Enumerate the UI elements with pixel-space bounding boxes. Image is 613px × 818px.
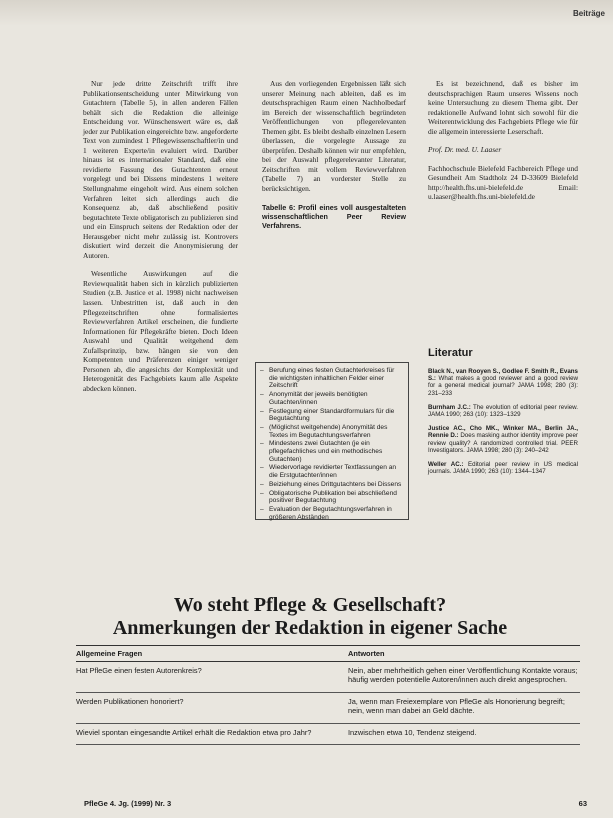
literature-heading: Literatur bbox=[428, 347, 473, 359]
question-cell: Hat PflеGe einen festen Autorenkreis? bbox=[76, 661, 348, 692]
list-item: – Obligatorische Publikation bei abschließend positiver Begutachtung bbox=[260, 490, 404, 505]
feature-title bbox=[60, 594, 560, 640]
question-cell: Werden Publikationen honoriert? bbox=[76, 692, 348, 723]
feature-title-line-1: Wo steht Pflege & Gesellschaft? bbox=[173, 594, 447, 616]
profile-list bbox=[260, 367, 404, 521]
table-row bbox=[76, 692, 580, 723]
author-address: Fachhochschule Bielefeld Fachbereich Pflege und Gesundheit Am Stadtholz 24 D-33609 Bielefeld http://health.fhs.uni-bielefeld.de Email: u.laaser@health.fhs.uni-bielefeld.de bbox=[428, 163, 578, 202]
reference-text: What makes a good reviewer and a good review for a general medical journal? JAMA 1998; 280 (3): 231–233 bbox=[428, 375, 578, 397]
paragraph: Nur jede dritte Zeitschrift trifft ihre Publikationsentscheidung unter Mitwirkung von Gutachtern (Tabelle 5), in allen anderen Fällen behält sich die Redaktion die alleinige Entscheidung vor. Wünschenswert wäre es, daß jeder zur Publikation eingereichte bzw. angeforderte Text von zumindest 1 Pflegewissenschaftler/in und 1 weiteren Experte/in evaluiert wird. Darüber hinaus ist es internationaler Standard, daß eine revidierte Fassung des Gutachtenten erneut vorgelegt und bei Dissens mindestens 1 weitere Stellungnahme eingeholt wird. Aus einem solchen Verfahren leitet sich allerdings auch die Konsequenz ab, daß abschließend positiv begutachtete Texte obligatorisch zu publizieren sind und ein Einspruch seitens der Redaktion oder der Herausgeber nicht mehr zulässig ist. Kontrovers diskutiert wird derzeit die Anonymisierung der Autoren. bbox=[83, 79, 238, 260]
list-item: – Anonymität der jeweils benötigten Gutachten/innen bbox=[260, 391, 404, 406]
question-cell: Wieviel spontan eingesandte Artikel erhält die Redaktion etwa pro Jahr? bbox=[76, 723, 348, 745]
reference-list bbox=[428, 368, 578, 482]
column-header-answers: Antworten bbox=[348, 646, 580, 662]
reference-authors: Weller AC.: bbox=[428, 461, 464, 469]
page-number: 63 bbox=[578, 799, 587, 808]
reference-authors: Justice AC., Cho MK., Winker MA., Berlin JA., Rennie D.: bbox=[428, 425, 578, 440]
list-item: – Beiziehung eines Drittgutachtens bei Dissens bbox=[260, 481, 404, 489]
reference-authors: Burnham J.C.: bbox=[428, 403, 471, 411]
text-column-3 bbox=[428, 79, 578, 211]
reference-authors: Black N., van Rooyen S., Godlee F. Smith R., Evans S.: bbox=[428, 368, 578, 383]
reference-text: Does masking author identity improve peer review quality? A randomized controlled trial. PEER Investigators. JAMA 1998; 280 (3): 240–242 bbox=[428, 432, 578, 454]
reference-item bbox=[428, 404, 578, 418]
paragraph: Aus den vorliegenden Ergebnissen läßt sich unserer Meinung nach ableiten, daß es im deutschsprachigen Raum einen Nachholbedarf im Bereich der wissenschaftlich begründeten Veröffentlichungen von pflegerelevanten Themen gibt. Es bleibt deshalb einzelnen Lesern überlassen, die vorgelegte Aussage zu überprüfen. Deshalb können wir nur empfehlen, bei der Auswahl pflegerelevanter Literatur, Zeitschriften mit vollem Reviewverfahren (Tabelle 7) an vorderster Stelle zu berücksichtigen. bbox=[262, 79, 406, 194]
header-band bbox=[0, 0, 613, 26]
paragraph: Es ist bezeichnend, daß es bisher im deutschsprachigen Raum unseres Wissens noch keine Untersuchung zu diesem Thema gibt. Der redaktionelle Aufwand lohnt sich sowohl für die Weiterentwicklung des Fachgebiets Pflege wie für die allgemein interessierte Leserschaft. bbox=[428, 79, 578, 136]
list-item: – Berufung eines festen Gutachterkreises für die wichtigsten inhaltlichen Felder einer Zeitschrift bbox=[260, 367, 404, 390]
reference-item bbox=[428, 425, 578, 454]
list-item: – Evaluation der Begutachtungsverfahren in größeren Abständen bbox=[260, 506, 404, 521]
qa-header-row bbox=[76, 646, 580, 662]
peer-review-profile-box bbox=[255, 362, 409, 520]
table-caption: Tabelle 6: Profil eines voll ausgestalteten wissenschaftlichen Peer Review Verfahrens. bbox=[262, 202, 406, 230]
author-name: Prof. Dr. med. U. Laaser bbox=[428, 145, 502, 155]
feature-title-line-2: Anmerkungen der Redaktion in eigener Sache bbox=[112, 617, 508, 639]
list-item: – Festlegung einer Standardformulars für die Begutachtung bbox=[260, 408, 404, 423]
table-row bbox=[76, 661, 580, 692]
reference-text: Editorial peer review in US medical journals. JAMA 1990; 263 (10): 1344–1347 bbox=[428, 461, 578, 476]
table-row bbox=[76, 723, 580, 745]
qa-table bbox=[76, 645, 580, 745]
section-label: Beiträge bbox=[572, 9, 605, 18]
list-item: – Mindestens zwei Gutachten (je ein pflegefachliches und ein methodisches Gutachten) bbox=[260, 440, 404, 463]
answer-cell: Ja, wenn man Freiexemplare von PflеGe als Honorierung begreift; nein, wenn man dabei an Geld dächte. bbox=[348, 692, 580, 723]
list-item: – (Möglichst weitgehende) Anonymität des Textes im Begutachtungsverfahren bbox=[260, 424, 404, 439]
reference-item bbox=[428, 461, 578, 475]
text-column-1 bbox=[83, 79, 238, 403]
answer-cell: Inzwischen etwa 10, Tendenz steigend. bbox=[348, 723, 580, 745]
list-item: – Wiedervorlage revidierter Textfassungen an die Erstgutachter/innen bbox=[260, 464, 404, 479]
paragraph: Wesentliche Auswirkungen auf die Reviewqualität haben sich in kürzlich publizierten Studien (z.B. Justice et al. 1998) nicht nachweisen lassen. Unbestritten ist, daß auch in den Pflegezeitschriften ohne formalisiertes Reviewverfahren Artikel erscheinen, die fundierte Informationen für Pflegekräfte bieten. Doch Ideen Auswahl und Qualität weitgehend dem Zufallsprinzip, bzw. hängen sie von den Kompetenten und Präferenzen einiger weniger Personen ab, die angesichts der Komplexität und Heterogenität des Fachgebiets kaum alle Aspekte abdecken können. bbox=[83, 269, 238, 393]
column-header-questions: Allgemeine Fragen bbox=[76, 646, 348, 662]
text-column-2 bbox=[262, 79, 406, 239]
answer-cell: Nein, aber mehrheitlich gehen einer Veröffentlichung Kontakte voraus; häufig werden potentielle Autoren/innen auch direkt angesprochen. bbox=[348, 661, 580, 692]
reference-item bbox=[428, 368, 578, 397]
footer-journal: PflеGe 4. Jg. (1999) Nr. 3 bbox=[84, 799, 172, 808]
reference-text: The evolution of editorial peer review. JAMA 1990; 263 (10): 1323–1329 bbox=[428, 403, 578, 419]
